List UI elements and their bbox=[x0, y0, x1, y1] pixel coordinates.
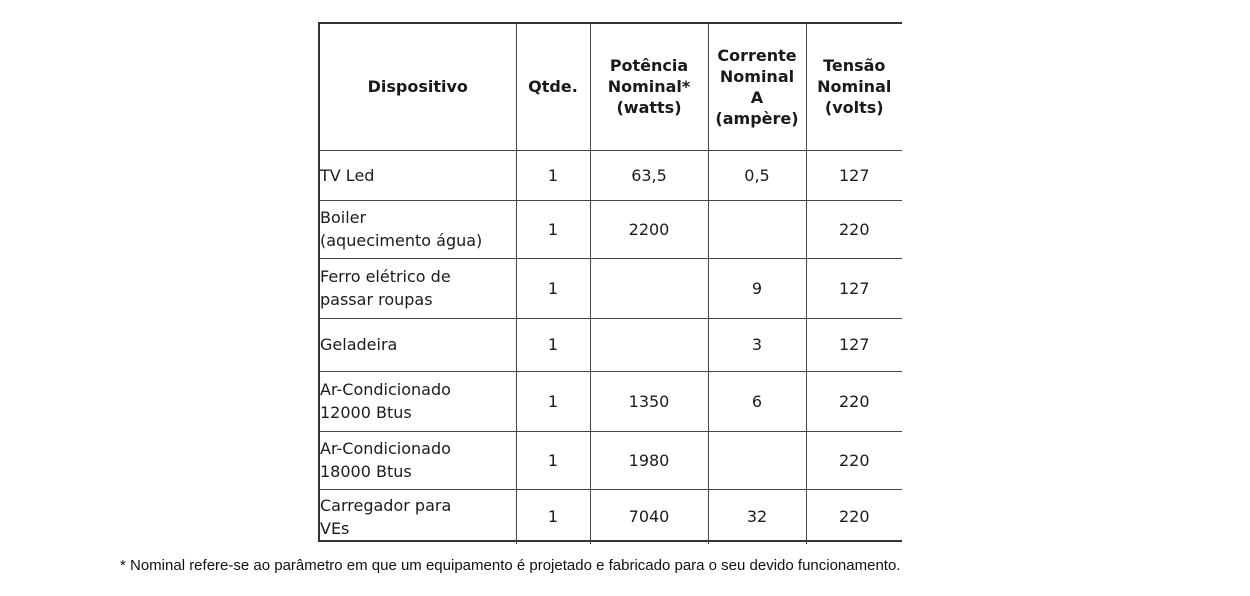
header-qtde: Qtde. bbox=[516, 24, 590, 150]
device-corrente: 0,5 bbox=[708, 150, 806, 200]
device-potencia bbox=[590, 318, 708, 371]
device-table-container bbox=[318, 22, 902, 542]
device-name: Ar-Condicionado 18000 Btus bbox=[320, 431, 516, 489]
header-tensao: Tensão Nominal (volts) bbox=[806, 24, 902, 150]
device-tensao: 127 bbox=[806, 150, 902, 200]
header-corrente: Corrente Nominal A (ampère) bbox=[708, 24, 806, 150]
device-qtde: 1 bbox=[516, 200, 590, 258]
footnote: * Nominal refere-se ao parâmetro em que um equipamento é projetado e fabricado para o seu devido funcionamento. bbox=[120, 557, 901, 574]
device-tensao: 127 bbox=[806, 258, 902, 318]
device-tensao: 220 bbox=[806, 371, 902, 431]
device-potencia: 63,5 bbox=[590, 150, 708, 200]
device-name: TV Led bbox=[320, 150, 516, 200]
device-corrente: 6 bbox=[708, 371, 806, 431]
device-qtde: 1 bbox=[516, 371, 590, 431]
header-dispositivo: Dispositivo bbox=[320, 24, 516, 150]
device-potencia: 1980 bbox=[590, 431, 708, 489]
device-potencia: 2200 bbox=[590, 200, 708, 258]
table-row bbox=[320, 318, 902, 371]
header-potencia: Potência Nominal* (watts) bbox=[590, 24, 708, 150]
device-corrente: 3 bbox=[708, 318, 806, 371]
table-header-row bbox=[320, 24, 902, 150]
device-potencia: 1350 bbox=[590, 371, 708, 431]
device-name: Ar-Condicionado 12000 Btus bbox=[320, 371, 516, 431]
device-corrente bbox=[708, 431, 806, 489]
table-row bbox=[320, 431, 902, 489]
table-row bbox=[320, 258, 902, 318]
device-qtde: 1 bbox=[516, 489, 590, 544]
device-potencia: 7040 bbox=[590, 489, 708, 544]
device-corrente: 9 bbox=[708, 258, 806, 318]
table-row bbox=[320, 371, 902, 431]
device-name: Ferro elétrico de passar roupas bbox=[320, 258, 516, 318]
table-row bbox=[320, 489, 902, 544]
device-table bbox=[320, 24, 902, 544]
device-name: Boiler (aquecimento água) bbox=[320, 200, 516, 258]
device-qtde: 1 bbox=[516, 150, 590, 200]
device-name: Geladeira bbox=[320, 318, 516, 371]
device-tensao: 127 bbox=[806, 318, 902, 371]
device-qtde: 1 bbox=[516, 318, 590, 371]
device-qtde: 1 bbox=[516, 431, 590, 489]
device-qtde: 1 bbox=[516, 258, 590, 318]
device-tensao: 220 bbox=[838, 507, 870, 527]
device-corrente: 32 bbox=[708, 489, 806, 544]
table-row bbox=[320, 150, 902, 200]
device-potencia bbox=[590, 258, 708, 318]
device-tensao: 220 bbox=[806, 431, 902, 489]
device-name: Carregador para VEs bbox=[320, 489, 516, 544]
device-tensao: 220 bbox=[806, 200, 902, 258]
table-row bbox=[320, 200, 902, 258]
device-corrente bbox=[708, 200, 806, 258]
